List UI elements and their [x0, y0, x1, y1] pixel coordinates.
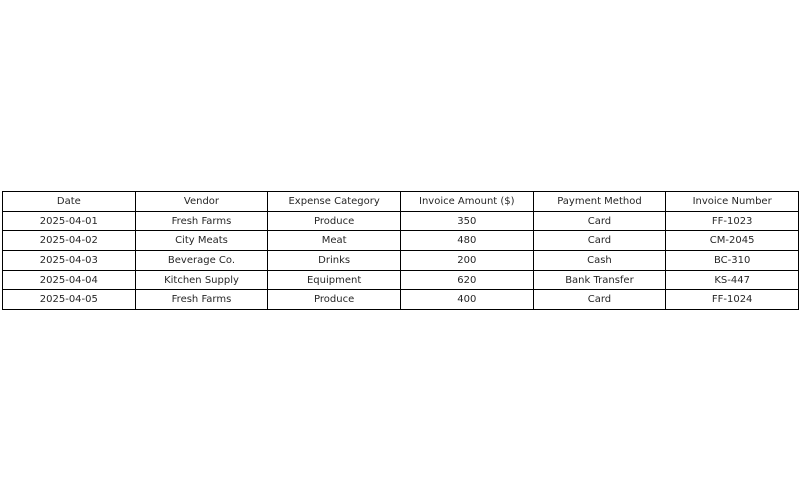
- column-header-expense-category: Expense Category: [268, 192, 401, 212]
- cell-vendor: Beverage Co.: [135, 251, 268, 271]
- column-header-invoice-amount: Invoice Amount ($): [400, 192, 533, 212]
- cell-expense-category: Produce: [268, 211, 401, 231]
- cell-invoice-number: CM-2045: [666, 231, 799, 251]
- cell-invoice-amount: 620: [400, 270, 533, 290]
- cell-payment-method: Card: [533, 290, 666, 310]
- column-header-vendor: Vendor: [135, 192, 268, 212]
- table-row: [3, 270, 799, 290]
- column-header-payment-method: Payment Method: [533, 192, 666, 212]
- cell-payment-method: Bank Transfer: [533, 270, 666, 290]
- cell-date: 2025-04-02: [3, 231, 136, 251]
- cell-expense-category: Produce: [268, 290, 401, 310]
- cell-vendor: City Meats: [135, 231, 268, 251]
- cell-invoice-number: BC-310: [666, 251, 799, 271]
- invoice-table-container: [2, 191, 799, 310]
- table-row: [3, 251, 799, 271]
- table-row: [3, 211, 799, 231]
- table-row: [3, 231, 799, 251]
- table-header-row: [3, 192, 799, 212]
- cell-invoice-number: KS-447: [666, 270, 799, 290]
- table-row: [3, 290, 799, 310]
- cell-invoice-amount: 480: [400, 231, 533, 251]
- cell-invoice-number: FF-1024: [666, 290, 799, 310]
- cell-vendor: Fresh Farms: [135, 211, 268, 231]
- cell-invoice-amount: 400: [400, 290, 533, 310]
- cell-vendor: Fresh Farms: [135, 290, 268, 310]
- invoice-table: [2, 191, 799, 310]
- cell-date: 2025-04-01: [3, 211, 136, 231]
- column-header-invoice-number: Invoice Number: [666, 192, 799, 212]
- cell-invoice-amount: 200: [400, 251, 533, 271]
- column-header-date: Date: [3, 192, 136, 212]
- cell-vendor: Kitchen Supply: [135, 270, 268, 290]
- cell-date: 2025-04-03: [3, 251, 136, 271]
- cell-payment-method: Card: [533, 211, 666, 231]
- cell-date: 2025-04-05: [3, 290, 136, 310]
- cell-expense-category: Drinks: [268, 251, 401, 271]
- cell-invoice-number: FF-1023: [666, 211, 799, 231]
- cell-date: 2025-04-04: [3, 270, 136, 290]
- cell-payment-method: Card: [533, 231, 666, 251]
- cell-invoice-amount: 350: [400, 211, 533, 231]
- cell-expense-category: Meat: [268, 231, 401, 251]
- cell-payment-method: Cash: [533, 251, 666, 271]
- cell-expense-category: Equipment: [268, 270, 401, 290]
